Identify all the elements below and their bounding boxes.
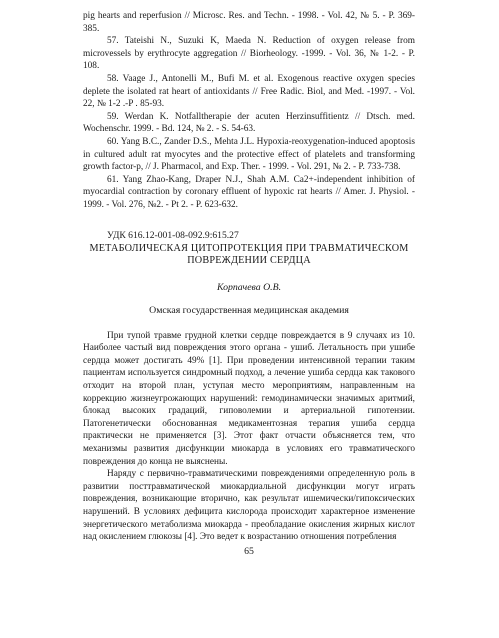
article-title-line-1: МЕТАБОЛИЧЕСКАЯ ЦИТОПРОТЕКЦИЯ ПРИ ТРАВМАТИЧЕСКОМ	[89, 242, 409, 254]
article-body	[83, 330, 415, 544]
reference-continuation: pig hearts and reperfusion // Microsc. Res. and Techn. - 1998. - Vol. 42, № 5. - P. 369-385.	[83, 11, 415, 34]
reference-60: 60. Yang B.C., Zander D.S., Mehta J.L. Hypoxia-reoxygenation-induced apoptosis in cultured adult rat myocytes and the protective effect of platelets and transforming growth factor-p, // J. Pharmacol, and Exp. Ther. - 1999. - Vol. 291, № 2. - P. 733-738.	[83, 136, 415, 173]
reference-57: 57. Tateishi N., Suzuki K, Maeda N. Reduction of oxygen release from microvessels by erythrocyte aggregation // Biorheology. -1999. - Vol. 36, № 1-2. - P. 108.	[83, 36, 415, 72]
page-number: 65	[244, 546, 254, 557]
article-title	[83, 243, 415, 268]
document-page	[83, 10, 415, 557]
article-title-line-2: ПОВРЕЖДЕНИИ СЕРДЦА	[187, 255, 311, 267]
reference-list	[83, 10, 415, 212]
reference-58: 58. Vaage J., Antonelli M., Bufi M. et al. Exogenous reactive oxygen species deplete the isolated rat heart of antioxidants // Free Radic. Biol, and Med. -1997. - Vol. 22, № 1-2 .-P . 85-93.	[83, 73, 415, 110]
udk-code: УДК 616.12-001-08-092.9:615.27	[107, 229, 239, 241]
article-author: Корпачева О.В.	[216, 281, 282, 293]
reference-59: 59. Werdan K. Notfalltherapie der acuten Herzinsuffitientz // Dtsch. med. Wochenschr. 1999. - Bd. 124, № 2. - S. 54-63.	[83, 111, 415, 135]
author-affiliation: Омская государственная медицинская академия	[149, 304, 349, 316]
reference-61: 61. Yang Zhao-Kang, Draper N.J., Shah A.M. Ca2+-independent inhibition of myocardial contraction by coronary effluent of hypoxic rat hearts // Amer. J. Physiol. - 1999. - Vol. 276, №2. - Pt 2. - P. 623-632.	[83, 174, 415, 210]
body-paragraph-1: При тупой травме грудной клетки сердце повреждается в 9 случаях из 10. Наиболее частый вид повреждения этого органа - ушиб. Летальность при ушибе сердца может достигать 49% [1]. При проведении интенсивной терапии таким пациентам используется синдромный подход, а лечение ушиба сердца как такового отходит на второй план, уступая место мероприятиям, направленным на коррекцию жизнеугрожающих нарушений: гемодинамически значимых аритмий, блокад высоких градаций, гиповолемии и артериальной гипотензии. Патогенетически обоснованная медикаментозная терапия ушиба сердца практически не применяется [3]. Этот факт отчасти объясняется тем, что механизмы развития дисфункции миокарда в условиях его травматического повреждения до конца не выяснены.	[83, 330, 415, 467]
body-paragraph-2: Наряду с первично-травматическими повреждениями определенную роль в развитии посттравматической миокардиальной дисфункции могут играть повреждения, возникающие вторично, как результат ишемически/гипоксических нарушений. В условиях дефицита кислорода происходит характерное изменение энергетического метаболизма миокарда - преобладание окисления жирных кислот над окислением глюкозы [4]. Это ведет к возрастанию отношения потребления	[83, 469, 415, 543]
